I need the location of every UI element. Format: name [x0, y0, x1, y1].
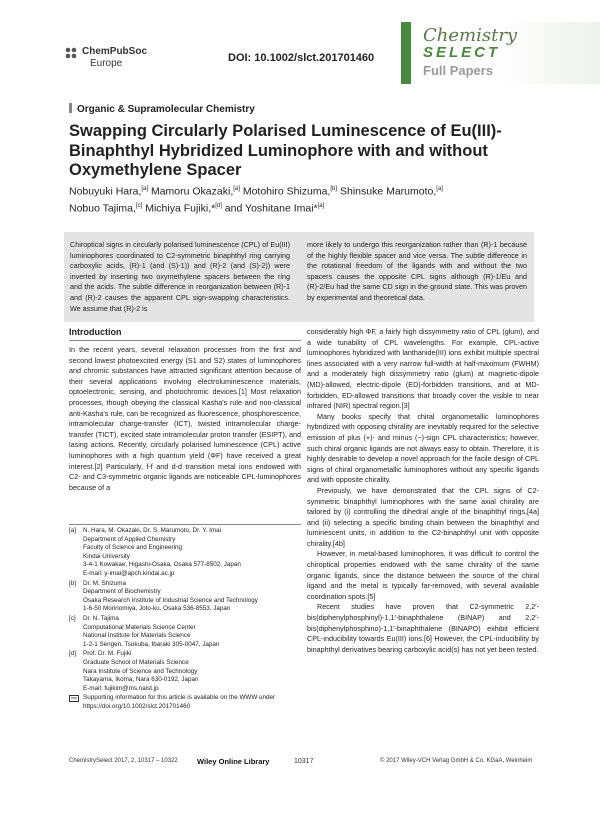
section-heading: [69, 103, 255, 115]
wiley-online-library: Wiley Online Library: [197, 757, 270, 766]
page-number: 10317: [294, 758, 314, 765]
affiliations: [69, 527, 301, 711]
publisher-name: ChemPubSoc: [82, 46, 148, 57]
copyright: © 2017 Wiley-VCH Verlag GmbH & Co. KGaA, Weinheim: [380, 758, 533, 764]
abstract-left: Chiroptical signs in circularly polarised luminescence (CPL) of Eu(III) luminophores coordinated to C2-symmetric binaphthyl ring carrying carboxylic acids, (R)-1 (and (S)-1)) and (R)-2 (and (S)-2)) were inverted by inserting two oxymethylene spacers between the ring and the acids. The subtle difference in reorganization between (R)-1 and (R)-2 causes the apparent CPL sign-swapping characteristics. We assume that (R)-2 is: [70, 240, 290, 313]
footnote-rule: [69, 524, 301, 525]
paragraph: In the recent years, several relaxation processes from the first and second lowest photoexcited energy (S1 and S2) states of luminophores and chromic substances have attracted significant attention because of their several applications involving electroluminescence materials, optoelectronic, sensing, and photochromic devices.[1] Most relaxation processes, though obeying the classical Kasha's rule and non-classical anti-Kasha's rule, can be recognized as fluorescence, phosphorescence, intramolecular charge-transfer (ICT), twisted intramolecular charge-transfer (TICT), excited state intramolecular proton transfer (ESIPT), and lasing actions. Recently, circularly polarised luminescence (CPL) active luminophores with a high quantum yield (ΦF) have received a great interest.[2] Particularly, f-f and d-d transition metal ions endowed with C2- and C3-symmetric organic ligands are noticeable CPL-luminophores because of a: [69, 345, 301, 492]
citation: ChemistrySelect 2017, 2, 10317 – 10322: [69, 758, 178, 764]
paragraph: Many books specify that chiral organometallic luminophores hybridized with opposing chirality are inevitably required for the selective emission of plus (+)- and minus (−)-sign CPL characteristics; however, such chiral organic ligands are not always easy to obtain. Therefore, it is highly desirable to develop a novel approach for the facile design of CPL signs of chiral organometallic luminophores without any specific ligands and with opposite chirality.: [307, 411, 539, 485]
affiliation-d: [d] Prof. Dr. M. Fujiki Graduate School of Materials Science Nara Institute of Science and Technology Takayama, Ikoma, Nara 630-0192, Japan E-mail: fujikim@ms.naist.jp: [69, 650, 199, 692]
journal-color-band: [401, 22, 411, 84]
page-footer: [0, 758, 600, 770]
abstract-right: more likely to undergo this reorganization rather than (R)-1 because of the highly flexible spacer and vice versa. The subtle difference in the rotational freedom of the ligands with and without the two spacers causes the opposite CPL signs although (R)-1/Eu and (R)-2/Eu had the same CD sign in the ground state. This was proven by experimental and theoretical data.: [307, 240, 527, 302]
section-bar: [69, 103, 72, 113]
introduction-heading: Introduction: [69, 327, 122, 337]
paragraph: Previously, we have demonstrated that the CPL signs of C2-symmetric binaphthyl luminophores with the same axial chirality are tailored by (i) controlling the dihedral angle of the binaphthyl rings,[4a] and (ii) selecting a specific binding chain between the binaphthyl and luminescent units, in addition to the C2-binaphthyl unit with opposite chirality.[4b]: [307, 485, 539, 548]
publisher-region: Europe: [90, 58, 123, 69]
left-column: [69, 345, 301, 493]
right-column: [307, 327, 539, 655]
doi: DOI: 10.1002/slct.201701460: [228, 52, 375, 64]
publisher-logo: [64, 44, 184, 74]
paragraph: Recent studies have proven that C2-symmetric 2,2′-bis(diphenylphosphinyl)-1,1′-binaphthalene (BINAP) and 2,2′-bis(diphenylphosphino)-1,1′-binaphthalene (BINAPO) exhibit efficient CPL-inducibility towards Eu(III) ions.[6] However, the CPL-inducibility by binaphthyl derivatives bearing carboxylic acid(s) has not yet been tested.: [307, 602, 539, 654]
section-label: Organic & Supramolecular Chemistry: [77, 104, 255, 115]
affiliation-a: [a] N. Hara, M. Okazaki, Dr. S. Marumoto, Dr. Y. Imai Department of Applied Chemistry Faculty of Science and Engineering Kindai University 3-4-1 Kowakae, Higashi-Osaka, Osaka 577-8502, Japan E-mail: y-imai@apch.kindai.ac.jp: [69, 527, 241, 577]
paragraph: However, in metal-based luminophores, it was difficult to control the chiroptical properties endowed with the same chirality of the same organic ligands, since the distance between the source of the chiral ligand and the metal is typically far-removed, with several available coordination spots.[5]: [307, 549, 539, 601]
journal-name-line2: SELECT: [423, 44, 501, 61]
supporting-info-icon: [69, 695, 79, 703]
affiliation-b: [b] Dr. M. Shizuma Department of Biochemistry Osaka Research Institute of Industrial Science and Technology 1-6-50 Morinomiya, Joto-ku, Osaka 536-8553, Japan: [69, 579, 258, 613]
journal-name-line1: Chemistry: [423, 25, 518, 46]
affiliation-c: [c] Dr. N. Tajima Computational Materials Science Center National Institute for Materials Science 1-2-1 Sengen, Tsukuba, Ibaraki 305-0047, Japan: [69, 614, 220, 648]
paragraph: considerably high ΦF, a fairly high dissymmetry ratio of CPL (glum), and a wide tunability of CPL wavelengths. For example, CPL-active luminophores hybridized with lanthanide(III) ions exhibit multiple spectral lines associated with a very narrow full-width at half-maximum (FWHM) and a moderately high dissymmetry ratio (glum) at magnetic-dipole (MD)-allowed, electric-dipole (ED)-forbidden transitions, and at MD-forbidden, ED-allowed transitions that broadly cover the visible to near infrared (NIR) spectral region.[3]: [307, 327, 539, 411]
supporting-info[interactable]: Supporting information for this article is available on the WWW under https://doi.org/10.1002/slct.201701460: [69, 694, 301, 711]
chempubsoc-logo-icon: [64, 46, 78, 60]
article-type: Full Papers: [423, 63, 494, 78]
heading-rule: [69, 340, 301, 341]
journal-badge: [411, 22, 600, 84]
abstract-box: [64, 232, 534, 322]
author-list: Nobuyuki Hara,[a] Mamoru Okazaki,[a] Motohiro Shizuma,[b] Shinsuke Marumoto,[a] Nobuo Tajima,[c] Michiya Fujiki,*[d] and Yoshitane Imai*[a]: [69, 185, 443, 214]
article-title: Swapping Circularly Polarised Luminescence of Eu(III)-Binaphthyl Hybridized Luminophore with and without Oxymethylene Spacer: [69, 122, 502, 179]
